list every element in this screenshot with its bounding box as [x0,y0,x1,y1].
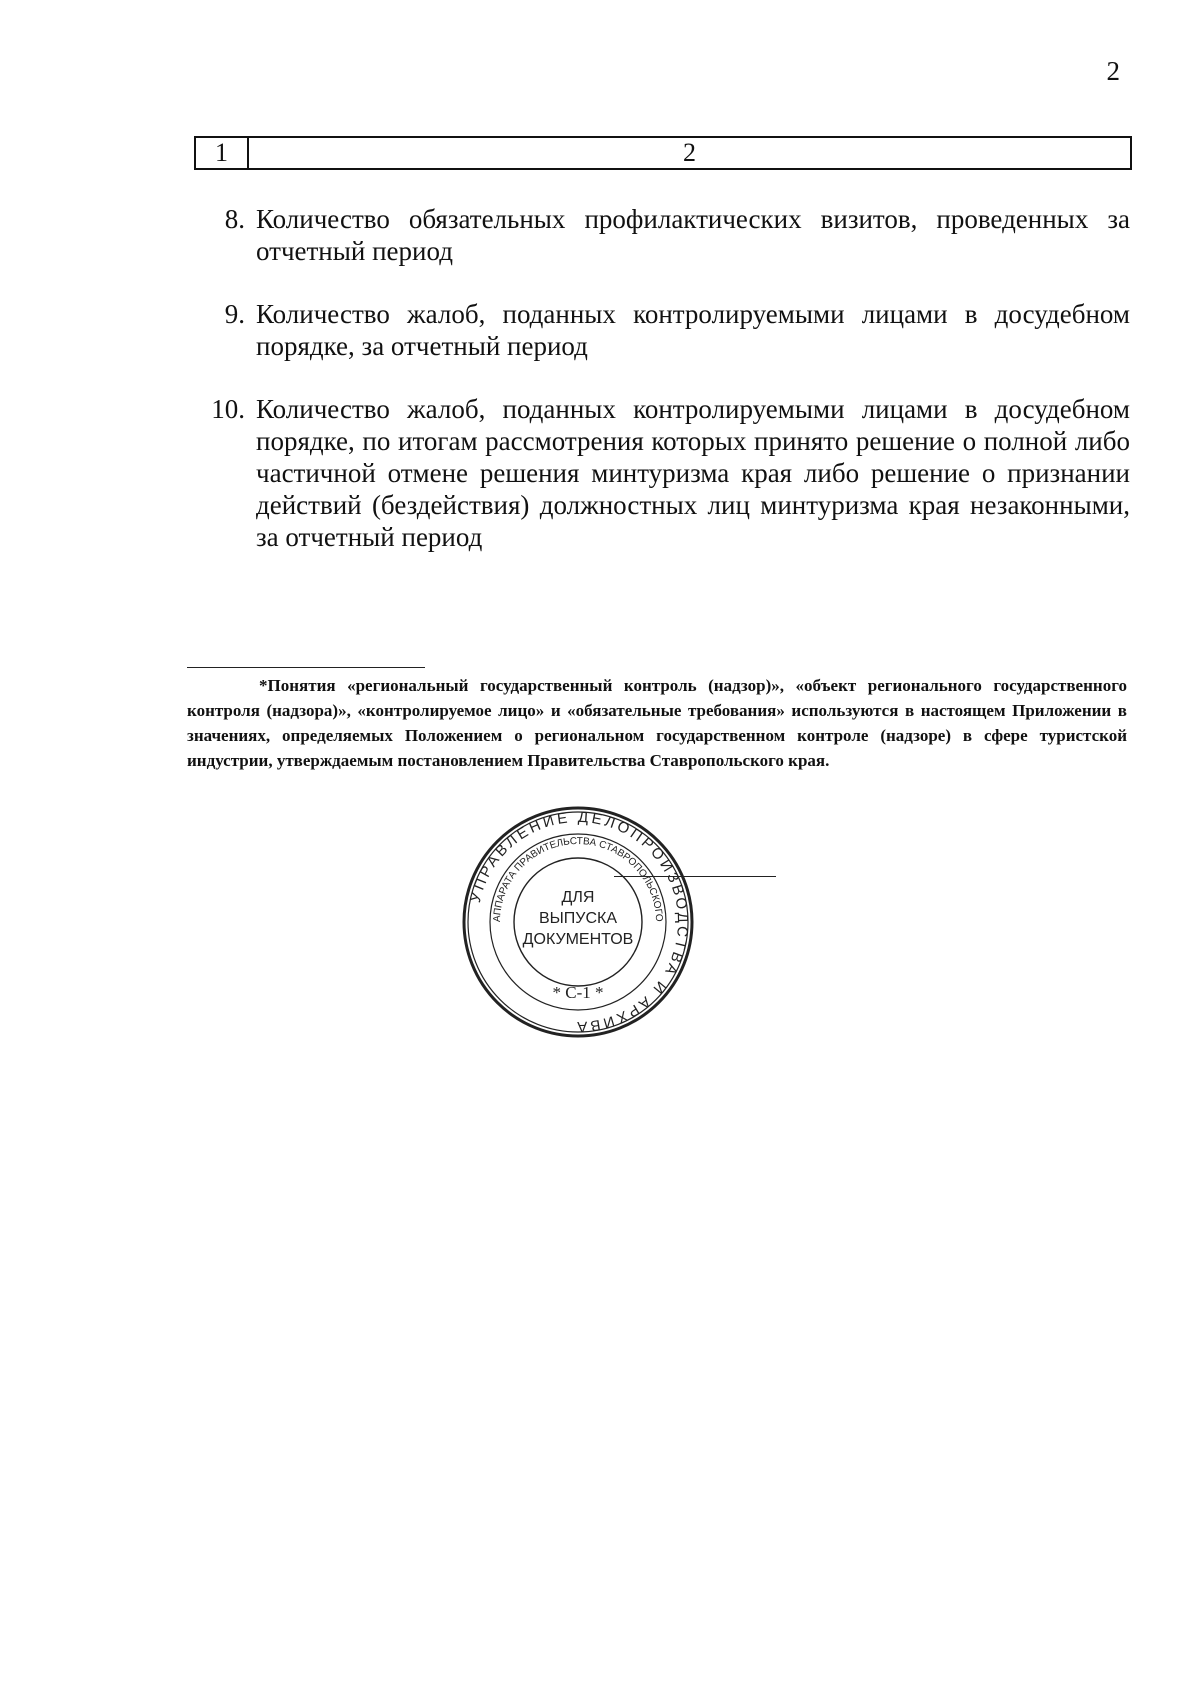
list-item [190,203,1130,267]
seal-center-line-1: ДЛЯ [561,889,595,906]
item-text: Количество жалоб, поданных контролируемыми лицами в досудебном порядке, по итогам рассмотрения которых принято решение о полной либо частичной отмене решения минтуризма края либо решение о признании действий (бездействия) должностных лиц минтуризма края незаконными, за отчетный период [256,394,1130,552]
seal-code: * С-1 * [552,983,604,1002]
item-text: Количество обязательных профилактических визитов, проведенных за отчетный период [256,204,1130,266]
signature-line [614,876,776,877]
table-header-col-1: 1 [196,138,249,168]
item-number: 10. [211,394,245,424]
table-header-row [194,136,1132,170]
list-item [190,393,1130,553]
footnote-divider [187,667,425,668]
official-seal-stamp [458,802,698,1042]
page-number: 2 [1106,56,1120,86]
footnote: *Понятия «региональный государственный контроль (надзор)», «объект регионального государственного контроля (надзора)», «контролируемое лицо» и «обязательные требования» используются в настоящем Приложении в значениях, определяемых Положением о региональном государственном контроле (надзоре) в сфере туристской индустрии, утверждаемым постановлением Правительства Ставропольского края. [187,676,1127,770]
seal-center-line-3: ДОКУМЕНТОВ [522,931,634,948]
seal-inner-text: АППАРАТА ПРАВИТЕЛЬСТВА СТАВРОПОЛЬСКОГО [491,835,665,923]
item-text: Количество жалоб, поданных контролируемыми лицами в досудебном порядке, за отчетный период [256,299,1130,361]
table-header-col-2: 2 [683,138,696,167]
seal-center-line-2: ВЫПУСКА [538,910,618,927]
seal-outer-text: УПРАВЛЕНИЕ ДЕЛОПРОИЗВОДСТВА И АРХИВА [466,808,692,1036]
item-number: 8. [224,204,245,234]
indicator-list [190,203,1130,584]
list-item [190,298,1130,362]
item-number: 9. [224,299,245,329]
